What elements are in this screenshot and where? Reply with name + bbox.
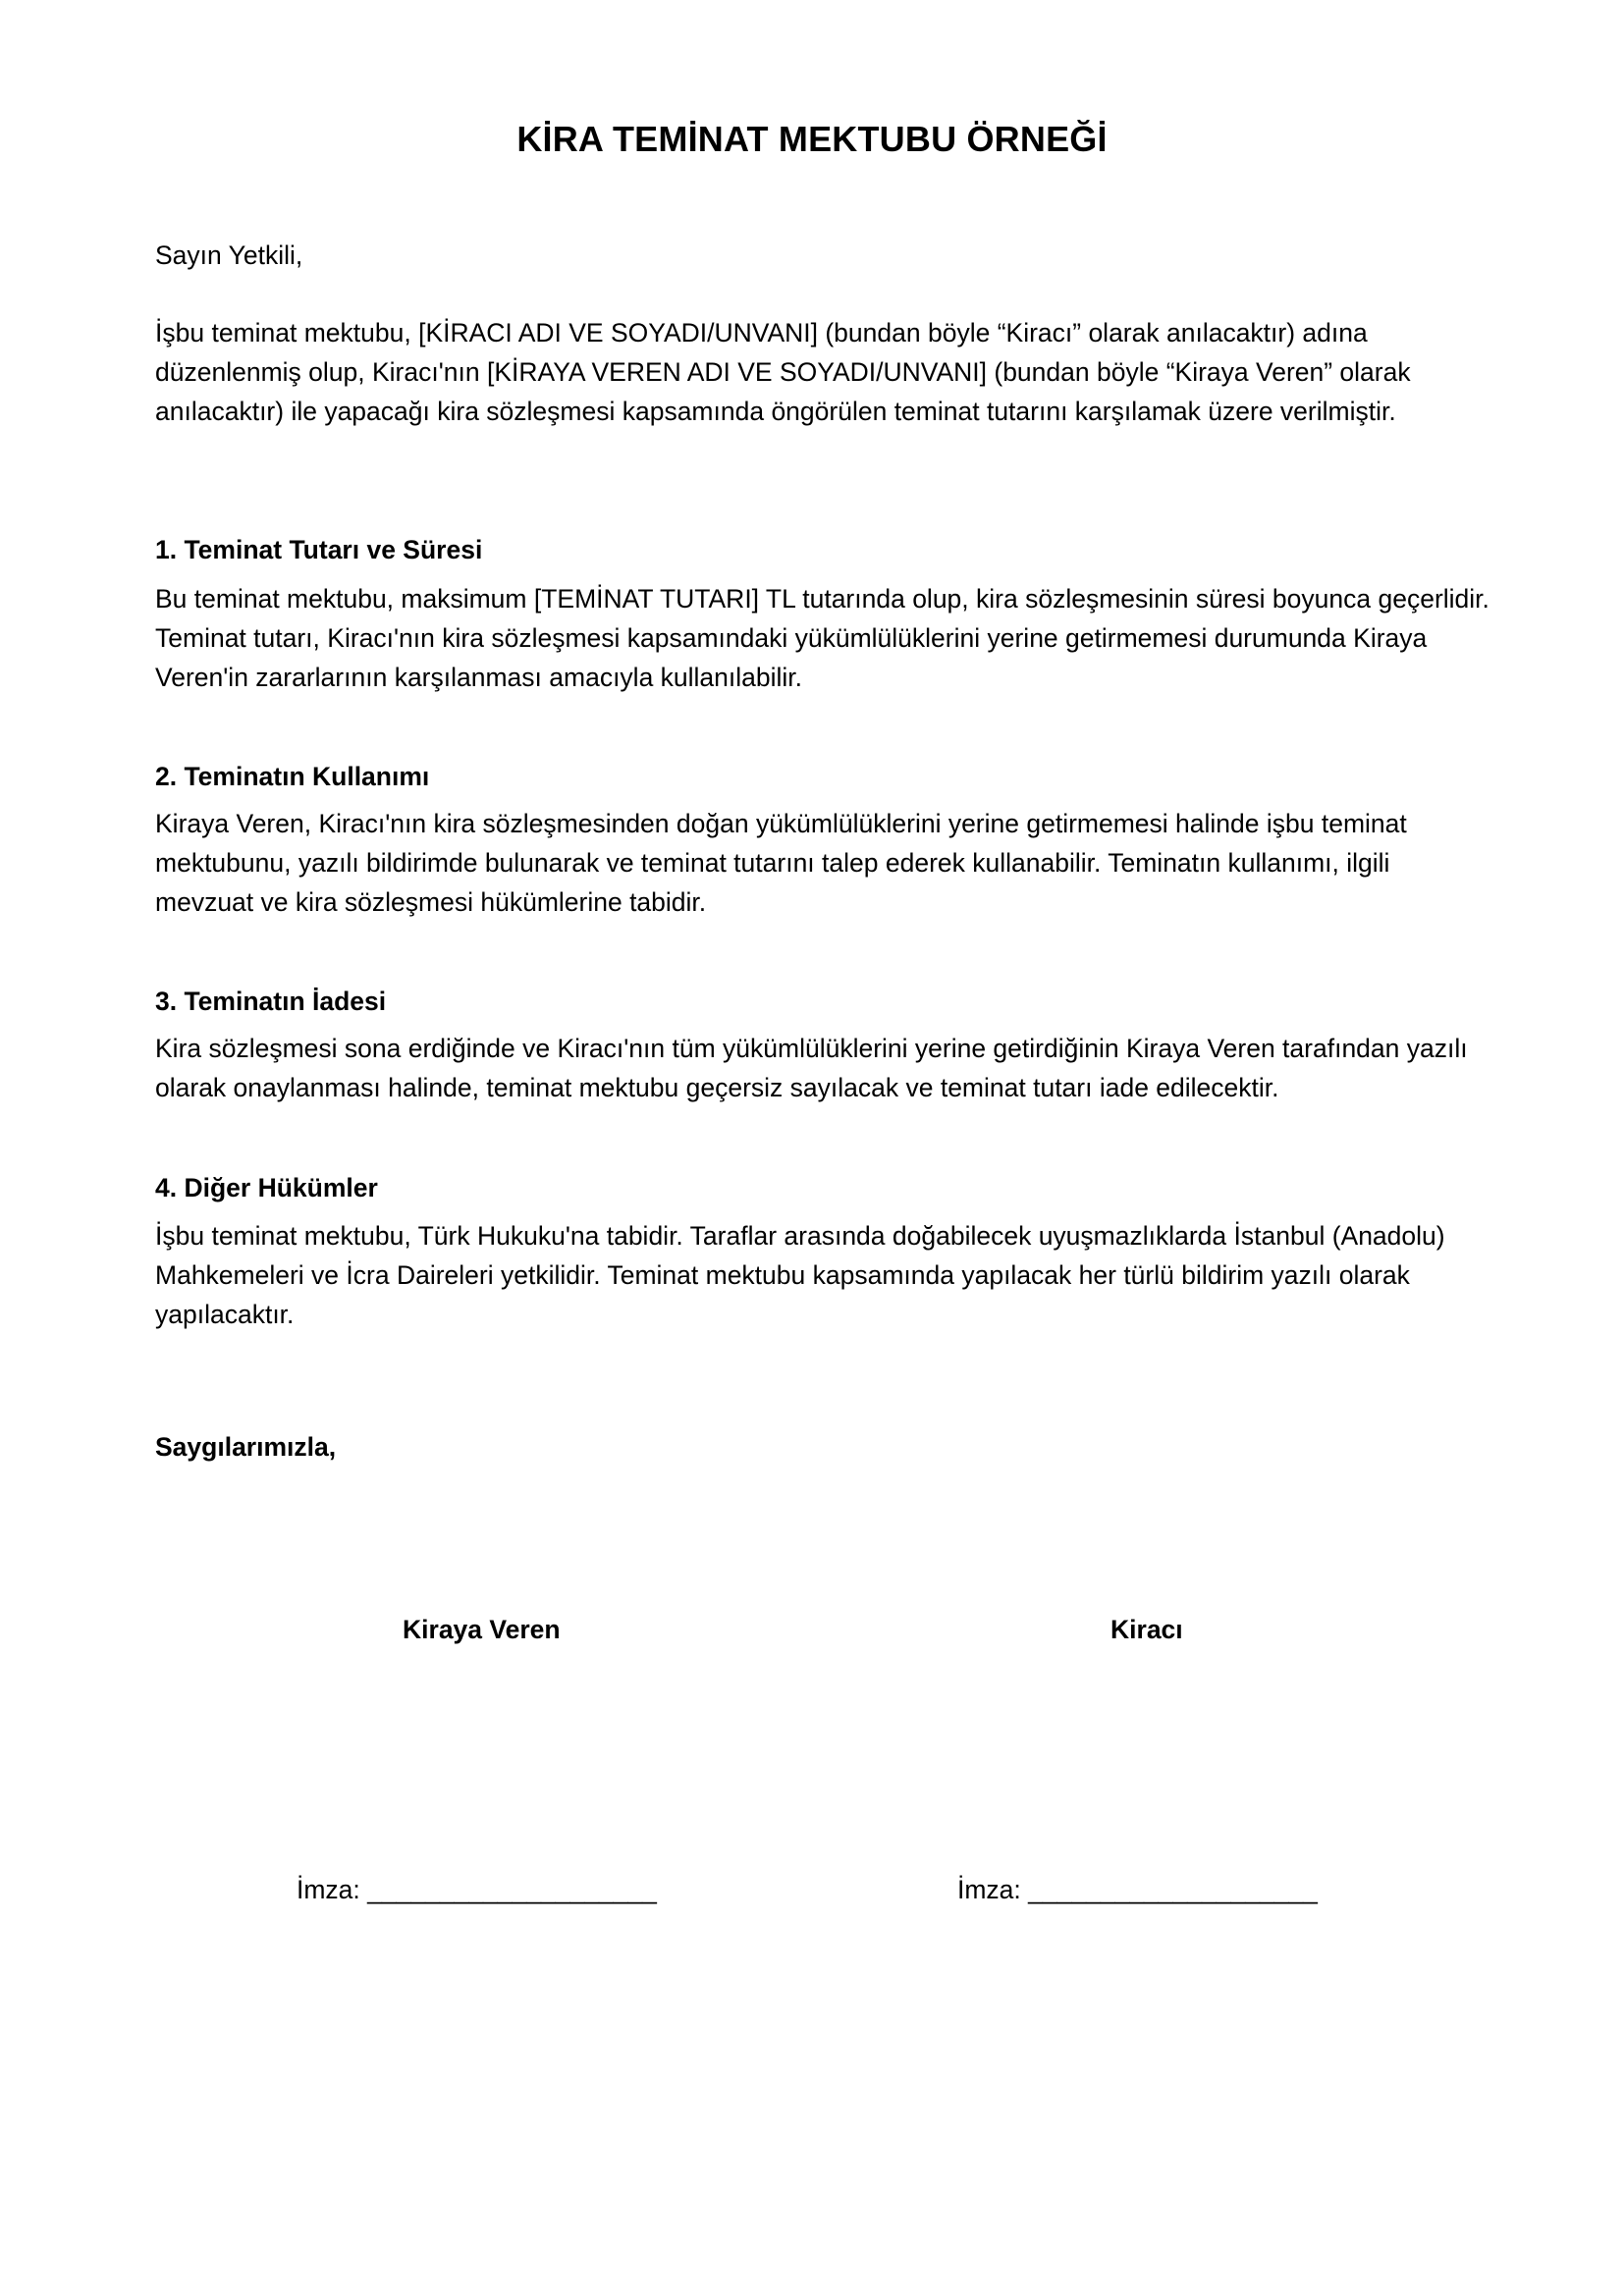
section-text-4: İşbu teminat mektubu, Türk Hukuku'na tabidir. Taraflar arasında doğabilecek uyuşmazlıklarda İstanbul (Anadolu) Mahkemeleri ve İcra Daireleri yetkilidir. Teminat mektubu kapsamında yapılacak her türlü bildirim yazılı olarak yapılacaktır. [155, 1221, 1445, 1329]
section-heading-1: 1. Teminat Tutarı ve Süresi [155, 535, 483, 564]
signature-line-right: İmza: ____________________ [957, 1875, 1318, 1904]
section-heading-4: 4. Diğer Hükümler [155, 1173, 378, 1202]
section-text-1: Bu teminat mektubu, maksimum [TEMİNAT TUTARI] TL tutarında olup, kira sözleşmesinin süresi boyunca geçerlidir. Teminat tutarı, Kiracı'nın kira sözleşmesi kapsamındaki yükümlülüklerini yerine getirmemesi durumunda Kiraya Veren'in zararlarının karşılanması amacıyla kullanılabilir. [155, 584, 1489, 692]
section-text-2: Kiraya Veren, Kiracı'nın kira sözleşmesinden doğan yükümlülüklerini yerine getirmemesi halinde işbu teminat mektubunu, yazılı bildirimde bulunarak ve teminat tutarını talep ederek kullanabilir. Teminatın kullanımı, ilgili mevzuat ve kira sözleşmesi hükümlerine tabidir. [155, 809, 1407, 917]
section-heading-2: 2. Teminatın Kullanımı [155, 762, 430, 791]
salutation: Sayın Yetkili, [155, 240, 303, 270]
intro-paragraph: İşbu teminat mektubu, [KİRACI ADI VE SOYADI/UNVANI] (bundan böyle “Kiracı” olarak anılacaktır) adına düzenlenmiş olup, Kiracı'nın [KİRAYA VEREN ADI VE SOYADI/UNVANI] (bundan böyle “Kiraya Veren” olarak anılacaktır) ile yapacağı kira sözleşmesi kapsamında öngörülen teminat tutarını karşılamak üzere verilmiştir. [155, 318, 1411, 426]
section-text-3: Kira sözleşmesi sona erdiğinde ve Kiracı'nın tüm yükümlülüklerini yerine getirdiğinin Kiraya Veren tarafından yazılı olarak onaylanması halinde, teminat mektubu geçersiz sayılacak ve teminat tutarı iade edilecektir. [155, 1034, 1468, 1102]
closing-text: Saygılarımızla, [155, 1432, 337, 1462]
section-heading-3: 3. Teminatın İadesi [155, 987, 387, 1016]
document-title: KİRA TEMİNAT MEKTUBU ÖRNEĞİ [516, 119, 1108, 159]
signature-party-left: Kiraya Veren [403, 1615, 561, 1644]
signature-party-right: Kiracı [1110, 1615, 1183, 1644]
signature-line-left: İmza: ____________________ [297, 1875, 657, 1904]
